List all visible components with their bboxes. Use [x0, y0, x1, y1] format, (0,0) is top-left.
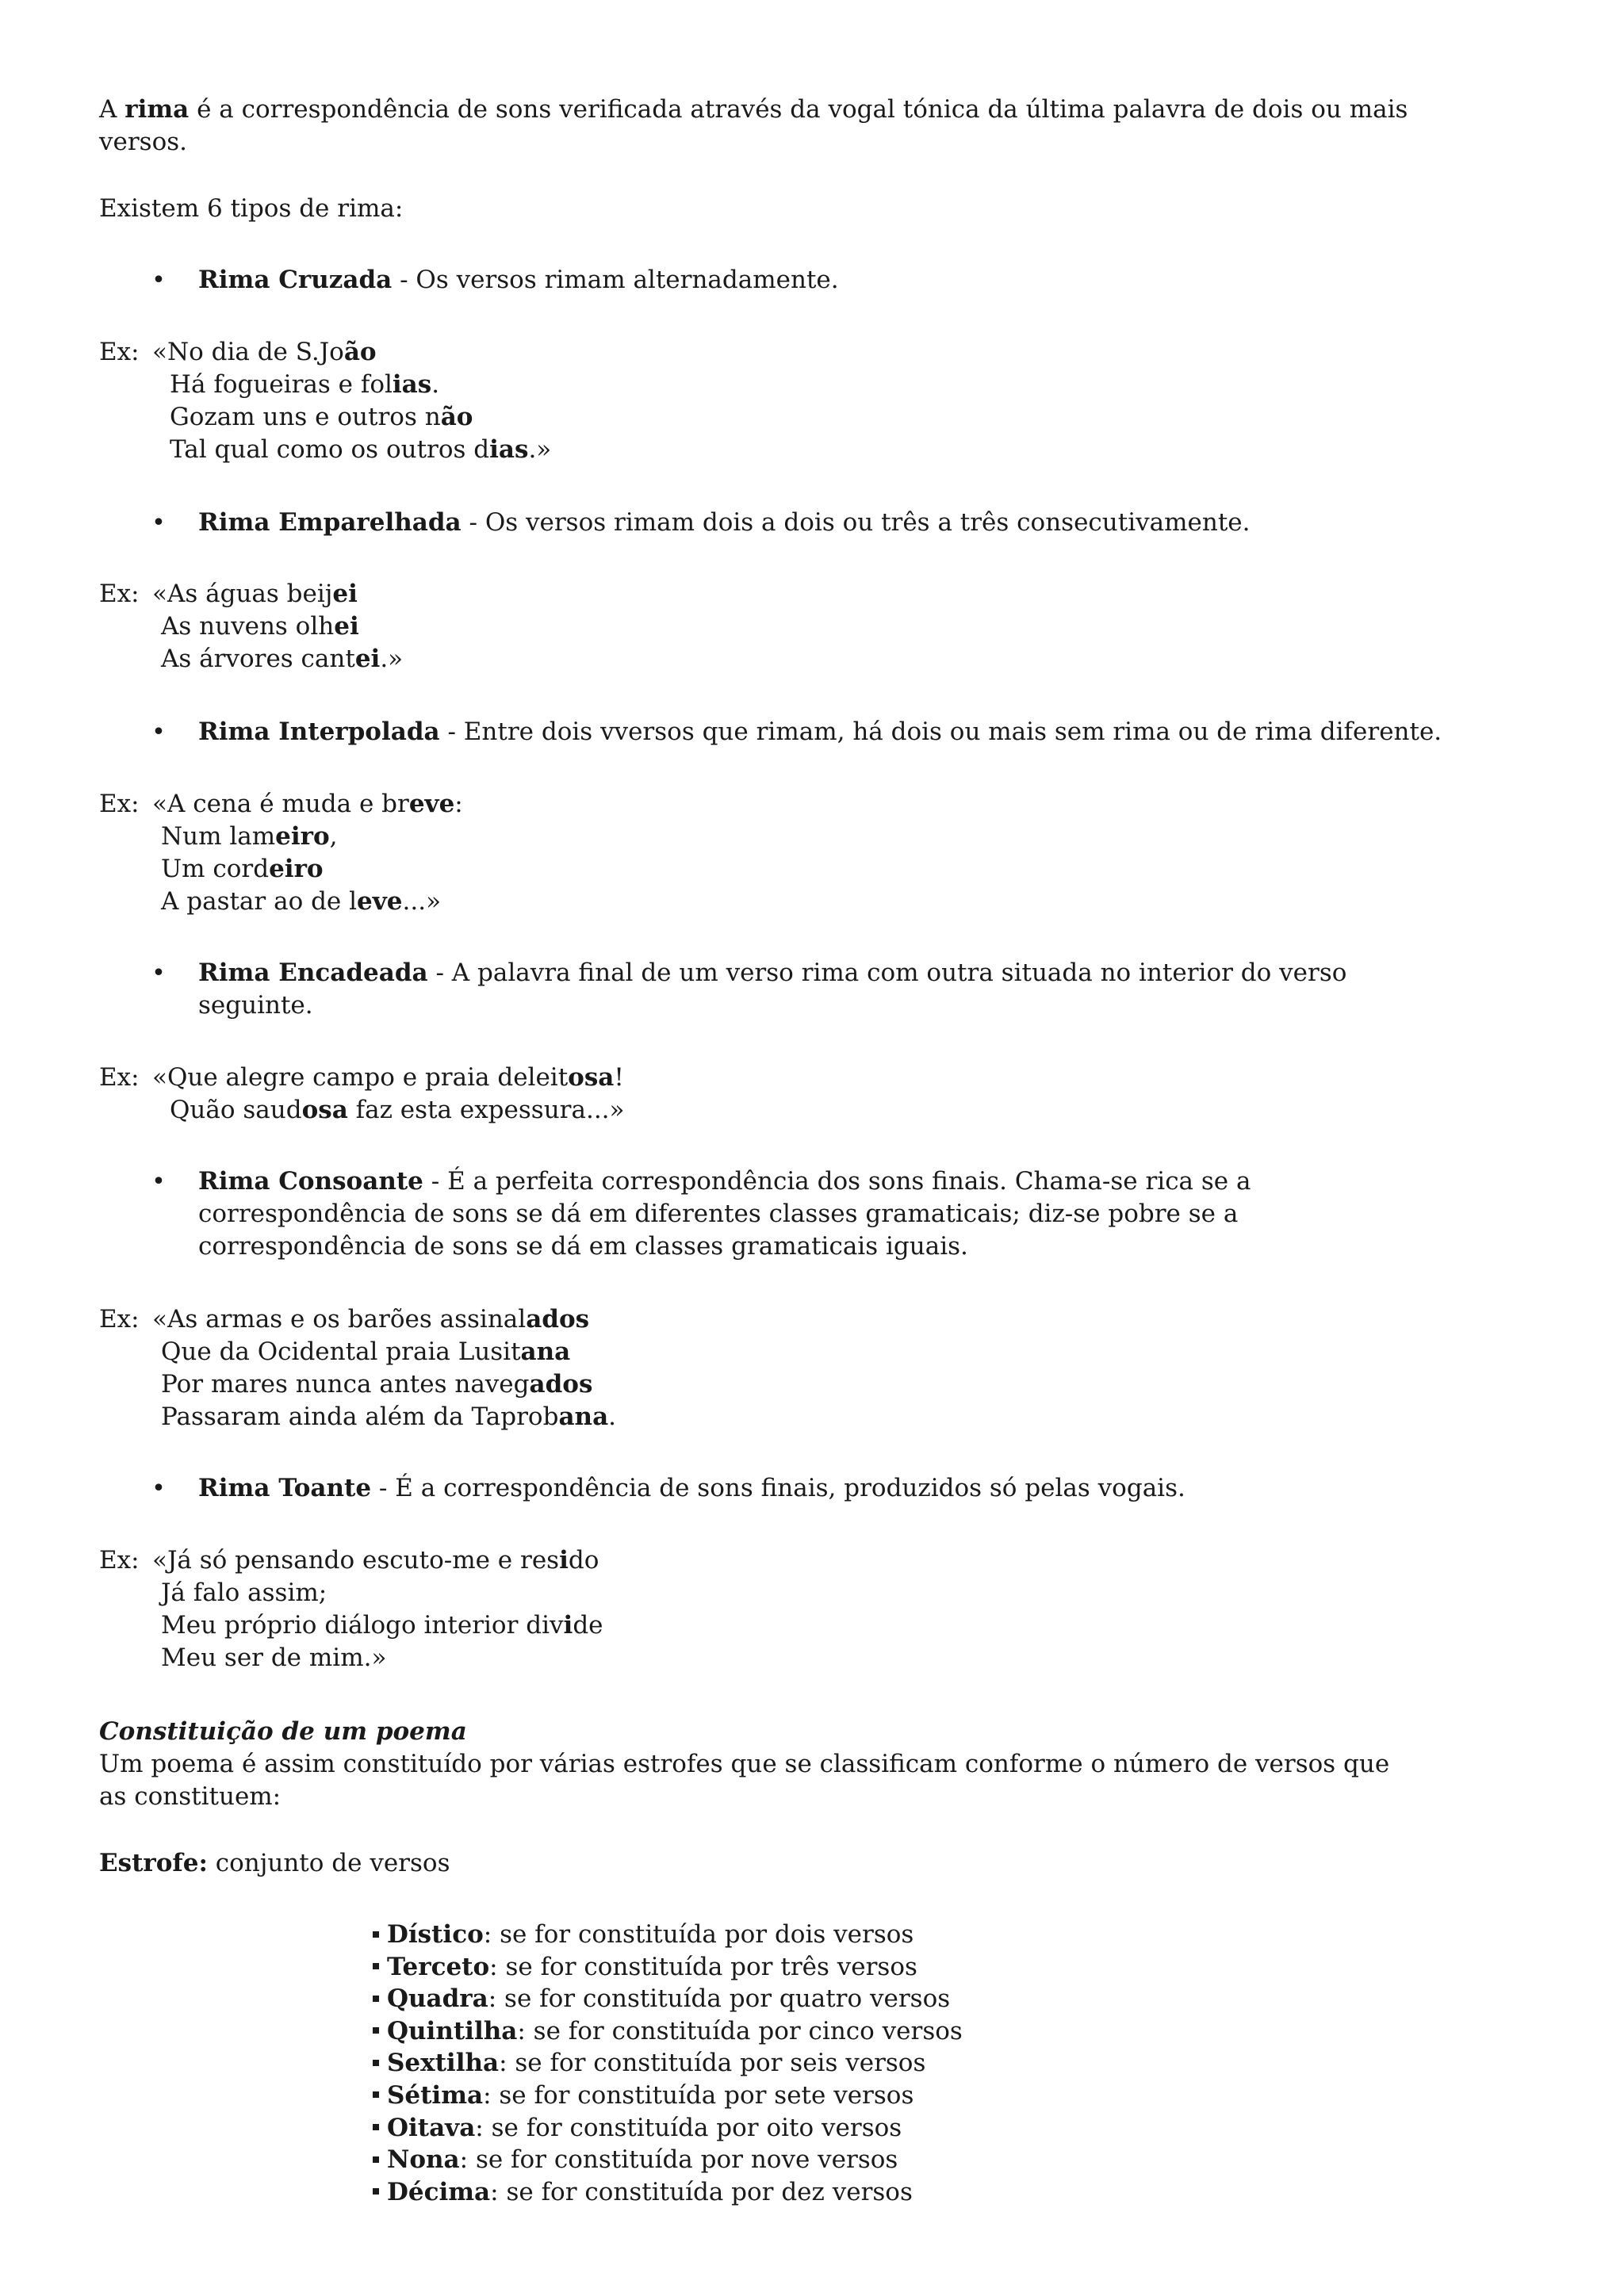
rhyme-name: Rima Emparelhada [198, 508, 462, 537]
square-bullet-icon [373, 1963, 379, 1969]
example-verse: A pastar ao de leve...» [161, 887, 442, 916]
example-verse: Gozam uns e outros não [170, 403, 473, 431]
square-bullet-icon [373, 1996, 379, 2002]
constituicao-line1: Um poema é assim constituído por várias estrofes que se classificam conforme o número de versos que [99, 1750, 1390, 1778]
rhyme-desc: correspondência de sons se dá em classes gramaticais iguais. [198, 1232, 968, 1261]
example-verse: As árvores cantei.» [161, 645, 404, 673]
list-item: Dístico: se for constituída por dois versos [373, 1919, 963, 1951]
example-label: Ex: [99, 1546, 140, 1575]
example-verse: Por mares nunca antes navegados [161, 1370, 593, 1399]
list-item: Sextilha: se for constituída por seis versos [373, 2047, 963, 2080]
example-verse: Meu ser de mim.» [161, 1644, 387, 1672]
estrofe-text: conjunto de versos [207, 1849, 450, 1877]
list-item: Oitava: se for constituída por oito versos [373, 2112, 963, 2145]
list-item: Terceto: se for constituída por três versos [373, 1951, 963, 1984]
example-verse: Um cordeiro [161, 855, 324, 883]
intro-paragraph [99, 94, 1526, 159]
rhyme-desc: - A palavra final de um verso rima com outra situada no interior do verso [427, 959, 1347, 987]
bullet-icon: • [151, 1168, 166, 1196]
example-verse: Tal qual como os outros dias.» [170, 435, 552, 464]
rhyme-consoante [198, 1165, 1546, 1263]
example-verse: As nuvens olhei [161, 612, 359, 641]
rhyme-name: Rima Toante [198, 1474, 372, 1502]
example-verse: Meu próprio diálogo interior divide [161, 1611, 603, 1640]
rhyme-desc: correspondência de sons se dá em diferentes classes gramaticais; diz-se pobre se a [198, 1200, 1239, 1228]
example-label: Ex: [99, 338, 140, 366]
rhyme-encadeada [198, 957, 1546, 1022]
bullet-icon: • [151, 718, 166, 746]
list-item: Quadra: se for constituída por quatro versos [373, 1983, 963, 2015]
example-verse: Que da Ocidental praia Lusitana [161, 1337, 571, 1366]
example-verse: Há fogueiras e folias. [170, 370, 440, 399]
rhyme-name: Rima Encadeada [198, 959, 428, 987]
rhyme-emparelhada [198, 507, 1546, 539]
intro-prefix: A [99, 95, 125, 124]
bullet-icon: • [151, 509, 166, 537]
example-verse: Já falo assim; [161, 1578, 327, 1607]
example-verse: Quão saudosa faz esta expessura...» [170, 1096, 625, 1124]
example-verse: «Que alegre campo e praia deleitosa! [152, 1063, 624, 1092]
rhyme-name: Rima Consoante [198, 1167, 423, 1196]
rhyme-name: Rima Interpolada [198, 718, 440, 746]
square-bullet-icon [373, 2156, 379, 2163]
bullet-icon: • [151, 266, 166, 294]
rhyme-desc: - É a perfeita correspondência dos sons finais. Chama-se rica se a [423, 1167, 1251, 1196]
example-verse: «A cena é muda e breve: [152, 790, 463, 818]
constituicao-line2: as constituem: [99, 1782, 282, 1811]
rhyme-toante [198, 1472, 1546, 1505]
example-label: Ex: [99, 1063, 140, 1092]
example-verse: Passaram ainda além da Taprobana. [161, 1402, 617, 1431]
list-item: Décima: se for constituída por dez versos [373, 2176, 963, 2209]
estrofe-label: Estrofe: [99, 1849, 208, 1877]
rhyme-cruzada [198, 264, 1546, 297]
square-bullet-icon [373, 2060, 379, 2066]
example-verse: «No dia de S.João [152, 338, 377, 366]
list-item: Nona: se for constituída por nove versos [373, 2144, 963, 2176]
square-bullet-icon [373, 1931, 379, 1938]
square-bullet-icon [373, 2188, 379, 2195]
rhyme-name: Rima Cruzada [198, 266, 393, 294]
bullet-icon: • [151, 959, 166, 987]
example-verse: «As águas beijei [152, 580, 358, 608]
square-bullet-icon [373, 2124, 379, 2130]
types-count-text: Existem 6 tipos de rima: [99, 194, 404, 223]
intro-line1-rest: é a correspondência de sons verificada através da vogal tónica da última palavra de dois ou mais [189, 95, 1408, 124]
example-label: Ex: [99, 790, 140, 818]
rhyme-desc: - Os versos rimam dois a dois ou três a três consecutivamente. [461, 508, 1251, 537]
intro-rima-word: rima [124, 95, 190, 124]
square-bullet-icon [373, 2091, 379, 2098]
rhyme-desc: - Os versos rimam alternadamente. [392, 266, 839, 294]
rhyme-interpolada [198, 716, 1546, 748]
estrofe-definition [99, 1847, 1526, 1880]
list-item: Quintilha: se for constituída por cinco versos [373, 2015, 963, 2048]
example-label: Ex: [99, 580, 140, 608]
list-item: Sétima: se for constituída por sete versos [373, 2080, 963, 2112]
example-verse: Num lameiro, [161, 822, 338, 851]
intro-line2: versos. [99, 128, 188, 156]
example-label: Ex: [99, 1305, 140, 1334]
example-verse: «As armas e os barões assinalados [152, 1305, 590, 1334]
square-bullet-icon [373, 2027, 379, 2034]
bullet-icon: • [151, 1475, 166, 1502]
example-verse: «Já só pensando escuto-me e resido [152, 1546, 599, 1575]
estrofe-list [373, 1919, 963, 2208]
section-title: Constituição de um poema [99, 1717, 467, 1746]
rhyme-desc: - É a correspondência de sons finais, produzidos só pelas vogais. [371, 1474, 1185, 1502]
constituicao-paragraph [99, 1748, 1526, 1813]
rhyme-desc: - Entre dois vversos que rimam, há dois ou mais sem rima ou de rima diferente. [439, 718, 1442, 746]
rhyme-desc: seguinte. [198, 991, 313, 1020]
